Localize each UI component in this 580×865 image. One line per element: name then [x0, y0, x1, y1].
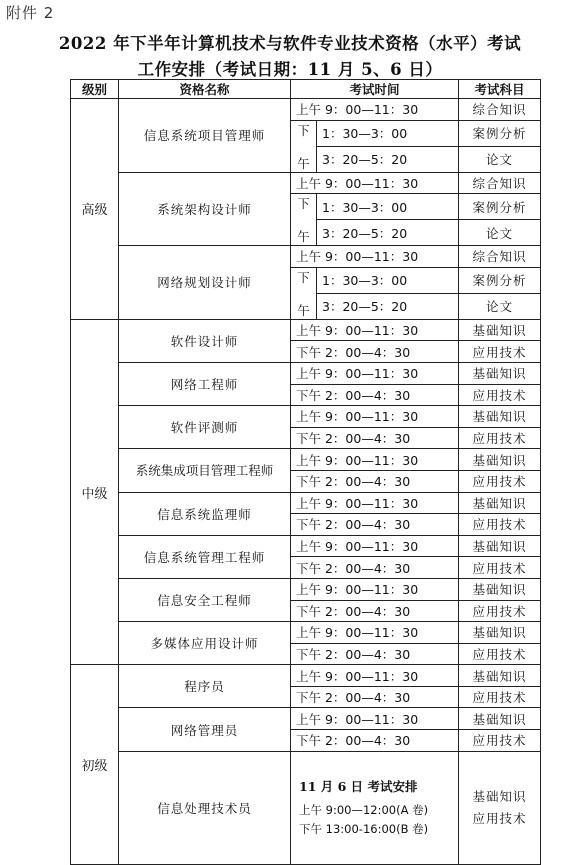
exam-name: 程序员 — [119, 665, 291, 708]
special-subjects-cell — [459, 751, 541, 864]
exam-subject: 基础知识 — [459, 665, 541, 687]
exam-subject: 论文 — [459, 220, 541, 246]
exam-subject: 基础知识 — [459, 708, 541, 730]
exam-name: 网络管理员 — [119, 708, 291, 751]
exam-time-am: 上午 9：00—11：30 — [291, 362, 459, 384]
exam-subject: 应用技术 — [472, 810, 527, 826]
exam-name: 软件设计师 — [119, 319, 291, 362]
exam-name: 信息处理技术员 — [119, 751, 291, 864]
special-schedule-am: 上午 9:00—12:00(A 卷) — [299, 802, 429, 817]
header-subject: 考试科目 — [459, 80, 541, 99]
exam-subject: 论文 — [459, 146, 541, 172]
table-row — [71, 708, 541, 730]
exam-subject: 综合知识 — [459, 172, 541, 194]
table-row — [71, 622, 541, 644]
exam-time-pm: 下午 2：00—4：30 — [291, 643, 459, 665]
exam-subject: 案例分析 — [459, 194, 541, 220]
exam-subject: 基础知识 — [459, 319, 541, 341]
exam-time-am: 上午 9：00—11：30 — [291, 535, 459, 557]
exam-time-am: 上午 9：00—11：30 — [291, 246, 459, 268]
table-row — [71, 319, 541, 341]
header-time: 考试时间 — [291, 80, 459, 99]
exam-time-pm1: 1：30—3：00 — [317, 194, 459, 220]
exam-name: 网络规划设计师 — [119, 246, 291, 320]
attachment-label: 附件 2 — [6, 4, 55, 22]
exam-subject: 基础知识 — [459, 449, 541, 471]
exam-time-am: 上午 9：00—11：30 — [291, 622, 459, 644]
level-mid: 中级 — [71, 319, 119, 665]
exam-time-am: 上午 9：00—11：30 — [291, 665, 459, 687]
exam-name: 信息系统项目管理师 — [119, 99, 291, 173]
header-level: 级别 — [71, 80, 119, 99]
table-row — [71, 99, 541, 121]
exam-time-pm: 下午 2：00—4：30 — [291, 470, 459, 492]
exam-time-pm1: 1：30—3：00 — [317, 267, 459, 293]
exam-time-pm2: 3：20—5：20 — [317, 293, 459, 319]
exam-name: 系统架构设计师 — [119, 172, 291, 246]
level-low: 初级 — [71, 665, 119, 864]
exam-name: 信息系统监理师 — [119, 492, 291, 535]
exam-subject: 应用技术 — [459, 384, 541, 406]
exam-time-pm2: 3：20—5：20 — [317, 146, 459, 172]
table-row — [71, 535, 541, 557]
exam-name: 软件评测师 — [119, 406, 291, 449]
exam-subject: 应用技术 — [459, 341, 541, 363]
afternoon-split-label: 下 午 — [291, 120, 317, 172]
exam-time-am: 上午 9：00—11：30 — [291, 99, 459, 121]
table-row — [71, 172, 541, 194]
document-title-line1: 2022 年下半年计算机技术与软件专业技术资格（水平）考试 — [58, 34, 522, 53]
table-row — [71, 449, 541, 471]
exam-subject: 基础知识 — [459, 622, 541, 644]
exam-subject: 案例分析 — [459, 120, 541, 146]
special-schedule-pm: 下午 13:00-16:00(B 卷) — [299, 821, 429, 836]
exam-subject: 案例分析 — [459, 267, 541, 293]
exam-name: 系统集成项目管理工程师 — [119, 449, 291, 492]
special-schedule-heading: 11 月 6 日 考试安排 — [299, 778, 418, 794]
exam-time-pm: 下午 2：00—4：30 — [291, 686, 459, 708]
exam-time-am: 上午 9：00—11：30 — [291, 578, 459, 600]
table-header-row — [71, 80, 541, 99]
document-title-line2: 工作安排（考试日期：11 月 5、6 日） — [137, 60, 443, 79]
exam-subject: 应用技术 — [459, 427, 541, 449]
table-row — [71, 406, 541, 428]
exam-time-pm: 下午 2：00—4：30 — [291, 341, 459, 363]
table-row — [71, 492, 541, 514]
exam-subject: 综合知识 — [459, 99, 541, 121]
exam-time-am: 上午 9：00—11：30 — [291, 449, 459, 471]
exam-time-am: 上午 9：00—11：30 — [291, 172, 459, 194]
exam-subject: 应用技术 — [459, 557, 541, 579]
exam-subject: 基础知识 — [459, 406, 541, 428]
exam-time-pm: 下午 2：00—4：30 — [291, 730, 459, 752]
exam-time-am: 上午 9：00—11：30 — [291, 406, 459, 428]
header-name: 资格名称 — [119, 80, 291, 99]
exam-time-pm: 下午 2：00—4：30 — [291, 384, 459, 406]
special-schedule-cell — [291, 751, 459, 864]
exam-time-pm: 下午 2：00—4：30 — [291, 427, 459, 449]
exam-name: 网络工程师 — [119, 362, 291, 405]
exam-time-pm2: 3：20—5：20 — [317, 220, 459, 246]
exam-time-pm1: 1：30—3：00 — [317, 120, 459, 146]
exam-subject: 综合知识 — [459, 246, 541, 268]
afternoon-split-label: 下 午 — [291, 267, 317, 319]
exam-time-pm: 下午 2：00—4：30 — [291, 557, 459, 579]
exam-subject: 应用技术 — [459, 600, 541, 622]
exam-subject: 基础知识 — [459, 492, 541, 514]
exam-time-am: 上午 9：00—11：30 — [291, 708, 459, 730]
exam-time-am: 上午 9：00—11：30 — [291, 319, 459, 341]
exam-name: 多媒体应用设计师 — [119, 622, 291, 665]
level-high: 高级 — [71, 99, 119, 320]
table-row — [71, 578, 541, 600]
exam-subject: 基础知识 — [459, 535, 541, 557]
exam-name: 信息安全工程师 — [119, 578, 291, 621]
exam-subject: 应用技术 — [459, 514, 541, 536]
exam-subject: 基础知识 — [459, 578, 541, 600]
table-row — [71, 362, 541, 384]
exam-name: 信息系统管理工程师 — [119, 535, 291, 578]
exam-subject: 应用技术 — [459, 686, 541, 708]
exam-time-am: 上午 9：00—11：30 — [291, 492, 459, 514]
exam-subject: 应用技术 — [459, 643, 541, 665]
afternoon-split-label: 下 午 — [291, 194, 317, 246]
exam-subject: 应用技术 — [459, 730, 541, 752]
exam-subject: 论文 — [459, 293, 541, 319]
table-row — [71, 246, 541, 268]
exam-time-pm: 下午 2：00—4：30 — [291, 514, 459, 536]
table-row — [71, 751, 541, 864]
exam-subject: 基础知识 — [472, 788, 527, 804]
exam-subject: 应用技术 — [459, 470, 541, 492]
table-row — [71, 665, 541, 687]
exam-subject: 基础知识 — [459, 362, 541, 384]
exam-schedule-table — [70, 79, 541, 865]
exam-time-pm: 下午 2：00—4：30 — [291, 600, 459, 622]
